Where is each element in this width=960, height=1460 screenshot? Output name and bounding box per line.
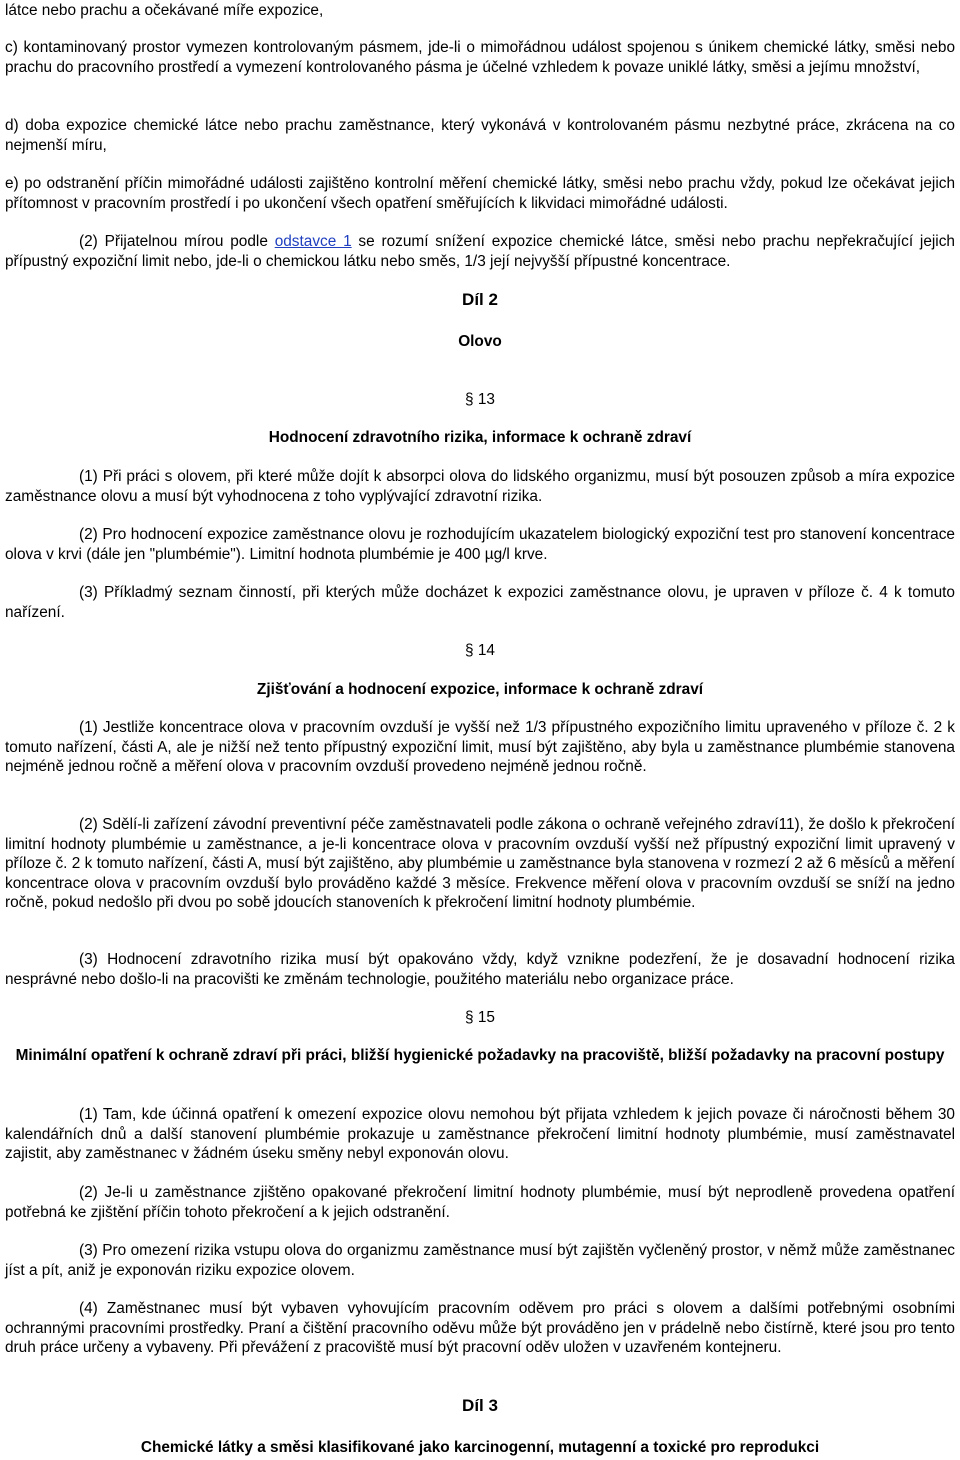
dil-3-subheading: Chemické látky a směsi klasifikované jako karcinogenní, mutagenní a toxické pro reprodukci bbox=[140, 1439, 820, 1456]
dil-2-heading: Díl 2 bbox=[462, 290, 498, 309]
section-sign-13: § bbox=[465, 391, 478, 408]
section-sign-15: § bbox=[465, 1009, 478, 1026]
s15-paragraph-4: (4) Zaměstnanec musí být vybaven vyhovujícím pracovním oděvem pro práci s olovem a dalšími potřebnými osobními ochrannými pracovními prostředky. Praní a čištění pracovního oděvu může být prováděno jen v prádelně nebo čistírně, které jsou pro tento druh práce určeny a vybaveny. Při převážení z pracoviště musí být pracovní oděv uložen v uzavřeném kontejneru. bbox=[5, 1300, 955, 1356]
s14-paragraph-1: (1) Jestliže koncentrace olova v pracovním ovzduší je vyšší než 1/3 přípustného expozičního limitu upraveného v příloze č. 2 k tomuto nařízení, části A, ale je nižší než tento přípustný expoziční limit, musí být zajištěno, aby byla u zaměstnance plumbémie stanovena nejméně jednou ročně a měření olova v pracovním ovzduší provedeno nejméně jednou ročně. bbox=[5, 719, 955, 775]
s15-paragraph-3: (3) Pro omezení rizika vstupu olova do organizmu zaměstnance musí být zajištěn vyčleněný prostor, v němž může zaměstnanec jíst a pít, aniž je exponován riziku expozice olovem. bbox=[5, 1242, 955, 1279]
paragraph-2 bbox=[5, 232, 955, 271]
fragment-line: látce nebo prachu a očekávané míře expozice, bbox=[5, 2, 324, 19]
section-15-number-text: 15 bbox=[477, 1009, 495, 1026]
item-c: c) kontaminovaný prostor vymezen kontrolovaným pásmem, jde-li o mimořádnou událost spojenou s únikem chemické látky, směsi nebo prachu do pracovního prostředí a vymezení kontrolovaného pásma je účelné vzhledem k povaze uniklé látky, směsi a jejímu množství, bbox=[5, 39, 955, 76]
section-13-number-text: 13 bbox=[477, 391, 495, 408]
s13-paragraph-1: (1) Při práci s olovem, při které může dojít k absorpci olova do lidského organizmu, musí být posouzen způsob a míra expozice zaměstnance olovu a musí být vyhodnocena z toho vyplývající zdravotní rizika. bbox=[5, 468, 955, 505]
s14-paragraph-3: (3) Hodnocení zdravotního rizika musí být opakováno vždy, když vznikne podezření, že je dosavadní hodnocení rizika nesprávné nebo došlo-li na pracovišti ke změnám technologie, použitého materiálu nebo organizace práce. bbox=[5, 951, 955, 988]
section-sign-14: § bbox=[465, 642, 478, 659]
s15-paragraph-1: (1) Tam, kde účinná opatření k omezení expozice olovu nemohou být přijata vzhledem k jejich povaze či náročnosti během 30 kalendářních dnů a další stanovení plumbémie prokazuje u zaměstnance překročení limitní hodnoty plumbémie, musí zaměstnavatel zajistit, aby zaměstnanec v žádném úseku směny nebyl exponován olovu. bbox=[5, 1106, 955, 1162]
dil-3-heading: Díl 3 bbox=[462, 1396, 498, 1415]
s13-paragraph-2: (2) Pro hodnocení expozice zaměstnance olovu je rozhodujícím ukazatelem biologický expoziční test pro stanovení koncentrace olova v krvi (dále jen "plumbémie"). Limitní hodnota plumbémie je 400 µg/l krve. bbox=[5, 526, 955, 563]
item-d: d) doba expozice chemické látce nebo prachu zaměstnance, který vykonává v kontrolovaném pásmu nezbytné práce, zkrácena na co nejmenší míru, bbox=[5, 117, 955, 154]
paragraph-2-text-start: (2) Přijatelnou mírou podle bbox=[79, 233, 275, 250]
odstavce-1-link[interactable]: odstavce 1 bbox=[274, 233, 352, 250]
section-15-number bbox=[5, 1008, 955, 1028]
paragraph-2-text-end: se rozumí snížení expozice chemické látce, směsi nebo prachu nepřekračující jejich přípustný expoziční limit nebo, jde-li o chemickou látku nebo směs, 1/3 její nejvyšší přípustné koncentrace. bbox=[5, 233, 955, 270]
item-e: e) po odstranění příčin mimořádné události zajištěno kontrolní měření chemické látky, směsi nebo prachu vždy, pokud lze očekávat jejich přítomnost v pracovním prostředí i po ukončení všech opatření směřujících k likvidaci mimořádné události. bbox=[5, 175, 955, 212]
section-15-title: Minimální opatření k ochraně zdraví při práci, bližší hygienické požadavky na pracoviště, bližší požadavky na pracovní postupy bbox=[15, 1047, 945, 1064]
section-14-title: Zjišťování a hodnocení expozice, informace k ochraně zdraví bbox=[256, 681, 704, 698]
section-13-title: Hodnocení zdravotního rizika, informace k ochraně zdraví bbox=[268, 429, 692, 446]
s14-paragraph-2: (2) Sdělí-li zařízení závodní preventivní péče zaměstnavateli podle zákona o ochraně veřejného zdraví11), že došlo k překročení limitní hodnoty plumbémie u zaměstnance, a je-li koncentrace olova v pracovním ovzduší vyšší než přípustný expoziční limit upravený v příloze č. 2 k tomuto nařízení, části A, musí být zajištěno, aby plumbémie u zaměstnance byla stanovena v rozmezí 2 až 6 měsíců a měření koncentrace olova v pracovním ovzduší bylo prováděno každé 3 měsíce. Frekvence měření olova v pracovním ovzduší se sníží na jedno ročně, pokud nedošlo při dvou po sobě jdoucích stanoveních k překročení limitní hodnoty plumbémie. bbox=[5, 816, 955, 911]
section-14-number-text: 14 bbox=[477, 642, 495, 659]
s13-paragraph-3: (3) Příkladmý seznam činností, při kterých může docházet k expozici zaměstnance olovu, je upraven v příloze č. 4 k tomuto nařízení. bbox=[5, 584, 955, 621]
s15-paragraph-2: (2) Je-li u zaměstnance zjištěno opakované překročení limitní hodnoty plumbémie, musí být neprodleně provedena opatření potřebná ke zjištění příčin tohoto překročení a k jejich odstranění. bbox=[5, 1184, 955, 1221]
section-13-number bbox=[5, 390, 955, 410]
section-14-number bbox=[5, 641, 955, 661]
olovo-heading: Olovo bbox=[458, 333, 502, 350]
